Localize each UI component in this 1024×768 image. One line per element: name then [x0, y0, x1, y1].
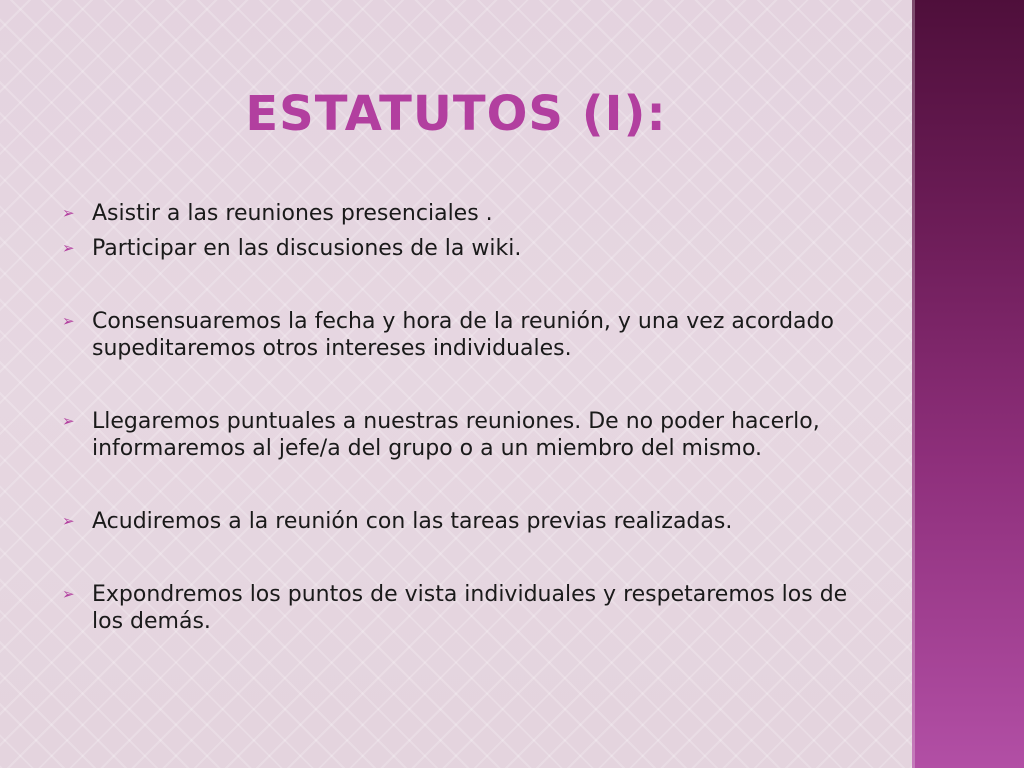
slide-title: ESTATUTOS (I):: [245, 86, 667, 142]
bullet-text: Acudiremos a la reunión con las tareas previas realizadas.: [92, 509, 733, 534]
arrow-bullet-icon: ➢: [62, 585, 75, 603]
bullet-item: [62, 308, 852, 362]
arrow-bullet-icon: ➢: [62, 239, 75, 257]
arrow-bullet-icon: ➢: [62, 412, 75, 430]
bullet-item: [62, 508, 852, 535]
decorative-side-band: [912, 0, 1024, 768]
bullet-text: Asistir a las reuniones presenciales .: [92, 201, 493, 226]
bullet-text: Participar en las discusiones de la wiki.: [92, 236, 522, 261]
arrow-bullet-icon: ➢: [62, 512, 75, 530]
bullet-item: [62, 581, 852, 635]
bullet-text: Expondremos los puntos de vista individuales y respetaremos los de los demás.: [92, 582, 848, 634]
bullet-text: Llegaremos puntuales a nuestras reuniones. De no poder hacerlo, informaremos al jefe/a del grupo o a un miembro del mismo.: [92, 409, 820, 461]
arrow-bullet-icon: ➢: [62, 204, 75, 222]
side-band-edge: [912, 0, 915, 768]
bullet-item: [62, 235, 852, 262]
bullet-item: [62, 200, 852, 227]
bullet-list: [62, 200, 852, 635]
arrow-bullet-icon: ➢: [62, 312, 75, 330]
bullet-item: [62, 408, 852, 462]
bullet-text: Consensuaremos la fecha y hora de la reunión, y una vez acordado supeditaremos otros intereses individuales.: [92, 309, 834, 361]
